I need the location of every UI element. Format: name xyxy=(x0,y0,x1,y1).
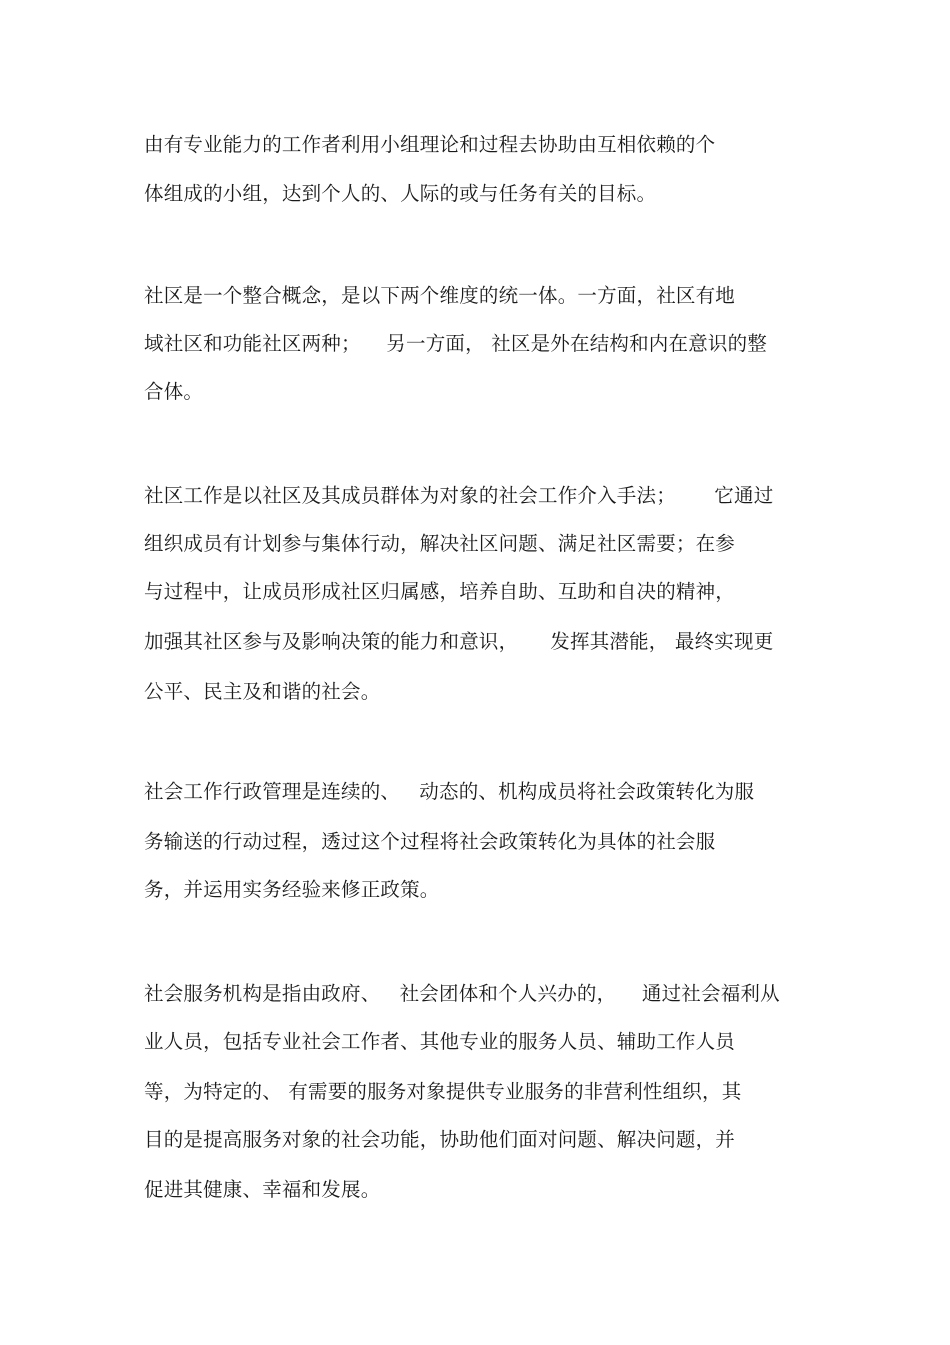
paragraph-line: 与过程中，让成员形成社区归属感，培养自助、互助和自决的精神， xyxy=(144,580,736,603)
paragraph-line: 目的是提高服务对象的社会功能，协助他们面对问题、解决问题，并 xyxy=(144,1128,736,1151)
paragraph-line: 社区工作是以社区及其成员群体为对象的社会工作介入手法； 它通过 xyxy=(144,484,774,507)
paragraph-line: 域社区和功能社区两种； 另一方面， 社区是外在结构和内在意识的整 xyxy=(144,332,767,355)
paragraph-line: 社会工作行政管理是连续的、 动态的、机构成员将社会政策转化为服 xyxy=(144,780,755,803)
paragraph-line: 社区是一个整合概念，是以下两个维度的统一体。一方面，社区有地 xyxy=(144,284,736,307)
paragraph-line: 组织成员有计划参与集体行动，解决社区问题、满足社区需要；在参 xyxy=(144,532,736,555)
paragraph-line: 体组成的小组，达到个人的、人际的或与任务有关的目标。 xyxy=(144,182,657,205)
paragraph-line: 由有专业能力的工作者利用小组理论和过程去协助由互相依赖的个 xyxy=(144,133,716,156)
paragraph-line: 业人员，包括专业社会工作者、其他专业的服务人员、辅助工作人员 xyxy=(144,1030,736,1053)
paragraph-line: 加强其社区参与及影响决策的能力和意识， 发挥其潜能， 最终实现更 xyxy=(144,630,774,653)
paragraph-line: 社会服务机构是指由政府、 社会团体和个人兴办的， 通过社会福利从 xyxy=(144,982,780,1005)
paragraph-line: 合体。 xyxy=(144,380,204,403)
paragraph-line: 促进其健康、幸福和发展。 xyxy=(144,1178,381,1201)
paragraph-line: 等，为特定的、 有需要的服务对象提供专业服务的非营利性组织，其 xyxy=(144,1080,742,1103)
paragraph-line: 务输送的行动过程，透过这个过程将社会政策转化为具体的社会服 xyxy=(144,830,716,853)
paragraph-line: 公平、民主及和谐的社会。 xyxy=(144,680,381,703)
paragraph-line: 务，并运用实务经验来修正政策。 xyxy=(144,878,440,901)
